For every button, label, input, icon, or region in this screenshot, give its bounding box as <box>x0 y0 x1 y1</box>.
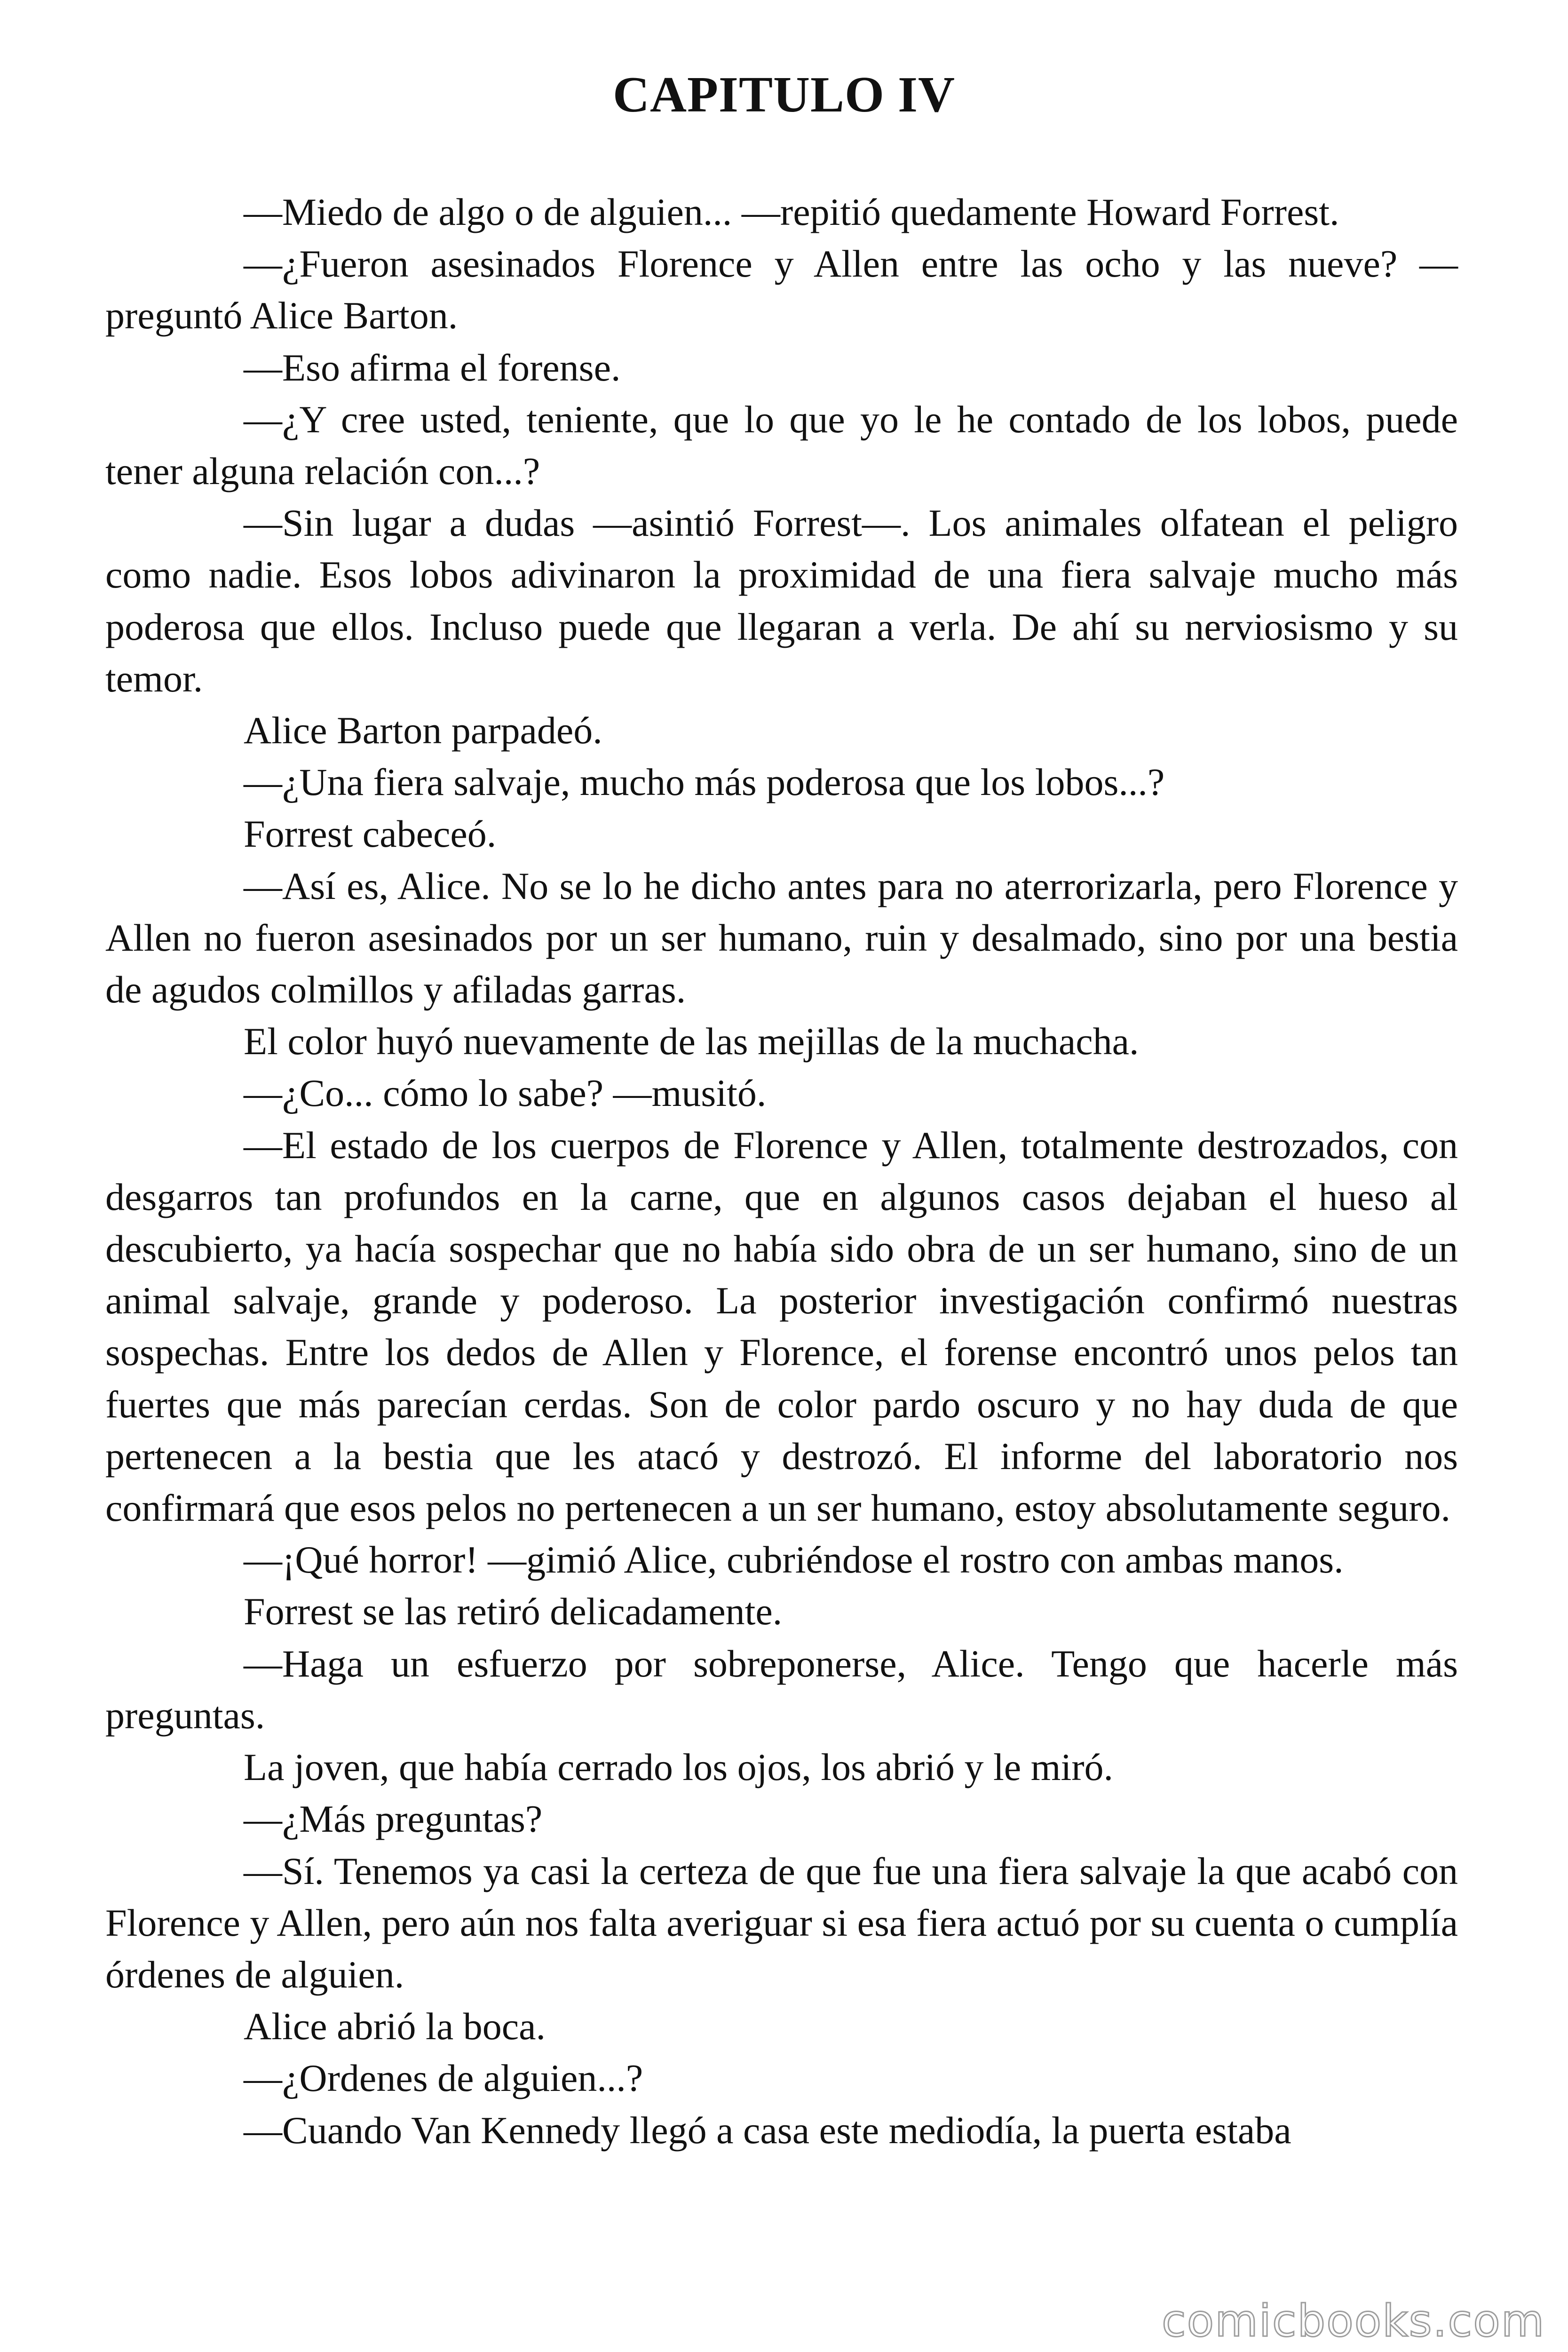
chapter-title: CAPITULO IV <box>612 67 956 123</box>
paragraph: —Sin lugar a dudas —asintió Forrest—. Los animales olfatean el peligro como nadie. Esos lobos adivinaron la proximidad de una fiera salvaje mucho más poderosa que ellos. Incluso puede que llegaran a verla. De ahí su nerviosismo y su temor. <box>105 501 1458 700</box>
paragraph: —¿Fueron asesinados Florence y Allen entre las ocho y las nueve? —preguntó Alice Barton. <box>105 242 1458 337</box>
body-text <box>105 186 1458 2156</box>
paragraph: —¿Y cree usted, teniente, que lo que yo le he contado de los lobos, puede tener alguna relación con...? <box>105 397 1458 493</box>
paragraph: Alice abrió la boca. <box>244 2005 546 2048</box>
paragraph: —El estado de los cuerpos de Florence y Allen, totalmente destrozados, con desgarros tan profundos en la carne, que en algunos casos dejaban el hueso al descubierto, ya hacía sospechar que no había sido obra de un ser humano, sino de un animal salvaje, grande y poderoso. La posterior investigación confirmó nuestras sospechas. Entre los dedos de Allen y Florence, el forense encontró unos pelos tan fuertes que más parecían cerdas. Son de color pardo oscuro y no hay duda de que pertenecen a la bestia que les atacó y destrozó. El informe del laboratorio nos confirmará que esos pelos no pertenecen a un ser humano, estoy absolutamente seguro. <box>105 1123 1458 1530</box>
paragraph: La joven, que había cerrado los ojos, los abrió y le miró. <box>244 1746 1114 1789</box>
paragraph: —¿Más preguntas? <box>244 1797 543 1841</box>
paragraph: —Haga un esfuerzo por sobreponerse, Alice. Tengo que hacerle más preguntas. <box>105 1642 1458 1737</box>
paragraph: —¡Qué horror! —gimió Alice, cubriéndose el rostro con ambas manos. <box>244 1538 1344 1581</box>
paragraph: Forrest cabeceó. <box>244 812 497 856</box>
paragraph: —Así es, Alice. No se lo he dicho antes para no aterrorizarla, pero Florence y Allen no fueron asesinados por un ser humano, ruin y desalmado, sino por una bestia de agudos colmillos y afiladas garras. <box>105 864 1458 1011</box>
paragraph: Alice Barton parpadeó. <box>244 709 602 752</box>
paragraph: —¿Ordenes de alguien...? <box>244 2057 643 2100</box>
paragraph: —Sí. Tenemos ya casi la certeza de que fue una fiera salvaje la que acabó con Florence y Allen, pero aún nos falta averiguar si esa fiera actuó por su cuenta o cumplía órdenes de alguien. <box>105 1849 1458 1996</box>
paragraph: Forrest se las retiró delicadamente. <box>244 1590 783 1633</box>
paragraph: —¿Una fiera salvaje, mucho más poderosa que los lobos...? <box>244 761 1165 804</box>
paragraph: —Eso afirma el forense. <box>244 346 621 389</box>
watermark: comicbooks.com <box>1162 2296 1545 2347</box>
paragraph: —Miedo de algo o de alguien... —repitió quedamente Howard Forrest. <box>244 191 1339 233</box>
paragraph: —¿Co... cómo lo sabe? —musitó. <box>244 1072 767 1115</box>
paragraph: —Cuando Van Kennedy llegó a casa este mediodía, la puerta estaba <box>244 2108 1291 2152</box>
paragraph: El color huyó nuevamente de las mejillas de la muchacha. <box>244 1020 1139 1063</box>
